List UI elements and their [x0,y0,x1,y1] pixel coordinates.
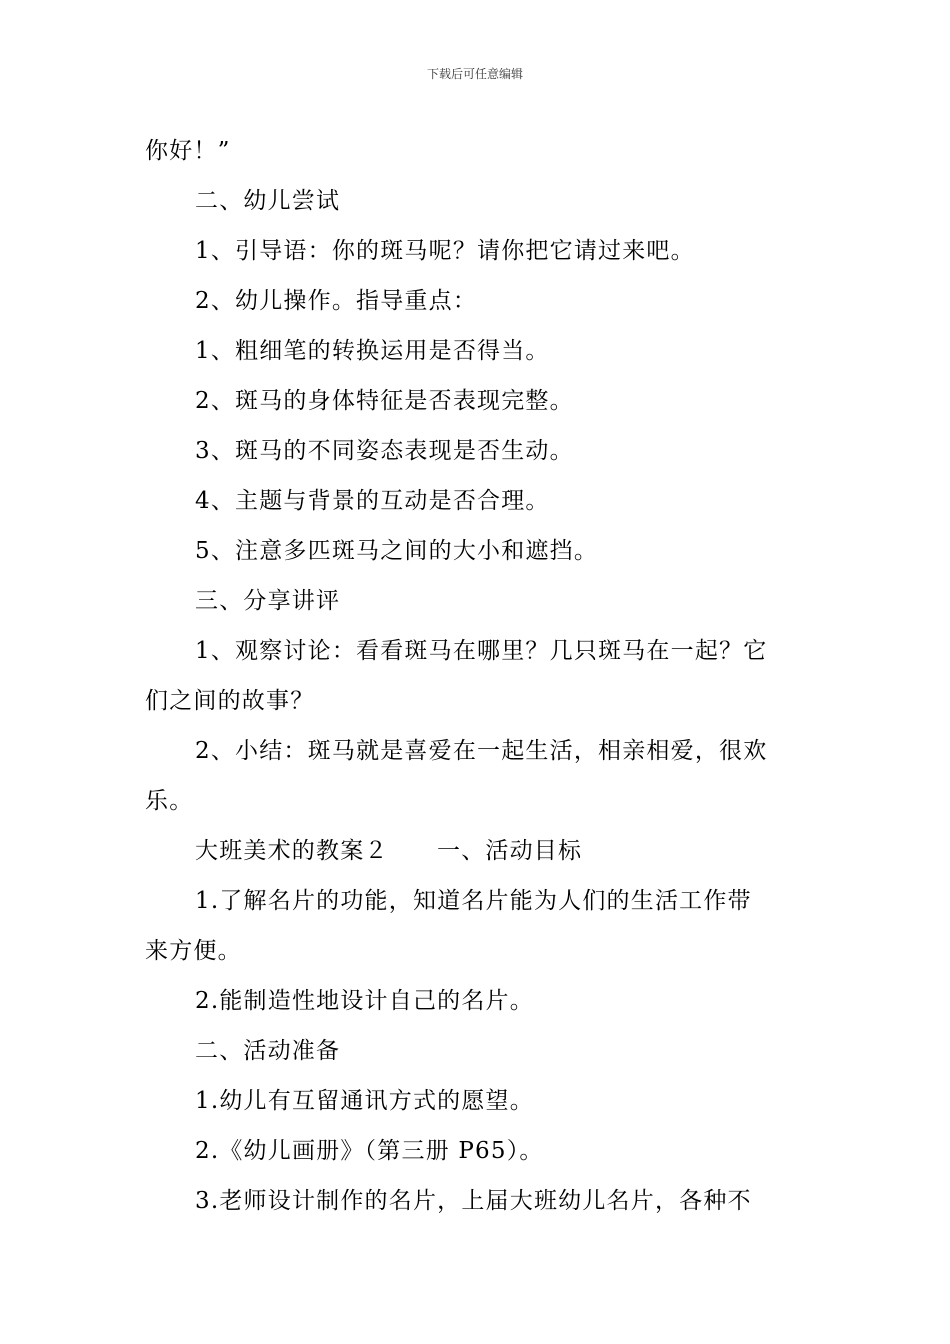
paragraph-line: 1、引导语：你的斑马呢？请你把它请过来吧。 [195,238,695,264]
document-body [145,126,810,1226]
paragraph-line: 大班美术的教案２ 一、活动目标 [195,838,583,864]
paragraph-line: 来方便。 [145,938,242,964]
paragraph-line: 4、主题与背景的互动是否合理。 [195,488,550,514]
paragraph-line: 们之间的故事？ [145,688,315,714]
page-header: 下载后可任意编辑 [426,67,523,81]
paragraph-line: 3.老师设计制作的名片，上届大班幼儿名片，各种不 [195,1188,752,1214]
paragraph-line: 2、斑马的身体特征是否表现完整。 [195,388,574,414]
paragraph-line: 1.了解名片的功能，知道名片能为人们的生活工作带 [195,888,752,914]
paragraph-line: 2.能制造性地设计自己的名片。 [195,988,534,1014]
paragraph-line: 5、注意多匹斑马之间的大小和遮挡。 [195,538,599,564]
paragraph-line: 3、斑马的不同姿态表现是否生动。 [195,438,574,464]
paragraph-line: 1.幼儿有互留通讯方式的愿望。 [195,1088,534,1114]
paragraph-line: 2、幼儿操作。指导重点： [195,288,478,314]
paragraph-line: 二、活动准备 [195,1038,341,1064]
paragraph-line: 乐。 [145,788,194,814]
paragraph-line: 你好！” [145,138,231,164]
paragraph-line: 2、小结：斑马就是喜爱在一起生活，相亲相爱，很欢 [195,738,768,764]
paragraph-line: 1、粗细笔的转换运用是否得当。 [195,338,550,364]
paragraph-line: 三、分享讲评 [195,588,341,614]
paragraph-line: 2.《幼儿画册》（第三册 P65）。 [195,1138,544,1164]
paragraph-line: 1、观察讨论：看看斑马在哪里？几只斑马在一起？它 [195,638,768,664]
paragraph-line: 二、幼儿尝试 [195,188,341,214]
